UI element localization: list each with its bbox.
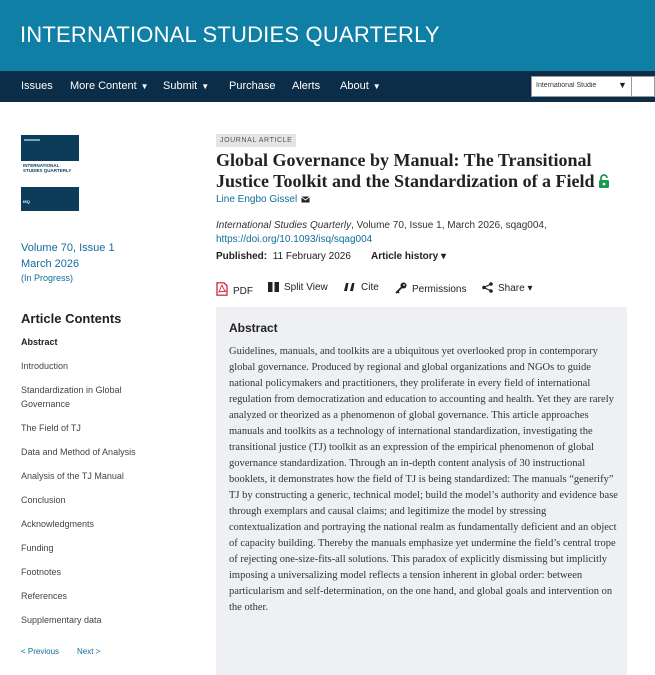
toc-item-conclusion[interactable]: Conclusion — [21, 495, 66, 505]
mail-icon[interactable] — [301, 196, 310, 203]
nav-submit[interactable]: Submit ▼ — [163, 80, 210, 92]
published-value: 11 February 2026 — [272, 251, 351, 262]
toc-item-references[interactable]: References — [21, 591, 68, 601]
next-article-link[interactable]: Next > — [77, 647, 101, 656]
open-access-lock-icon — [598, 174, 610, 188]
article-history-label: Article history — [371, 251, 439, 262]
toc-item-funding[interactable]: Funding — [21, 543, 54, 553]
nav-purchase[interactable]: Purchase — [229, 80, 276, 92]
article-history-toggle[interactable] — [371, 251, 446, 262]
chevron-down-icon: ▼ — [201, 82, 210, 91]
citation-line — [216, 218, 626, 234]
chevron-down-icon: ▾ — [441, 251, 447, 262]
dropdown-arrow-icon: ▼ — [618, 80, 627, 90]
toc-item-line: Standardization in Global — [21, 385, 122, 395]
toc-item-field-of-tj[interactable]: The Field of TJ — [21, 423, 81, 433]
nav-about[interactable]: About ▼ — [340, 80, 381, 92]
chevron-down-icon: ▾ — [527, 283, 533, 294]
share-button[interactable] — [482, 282, 533, 294]
pdf-label: PDF — [233, 286, 253, 297]
pdf-icon — [216, 282, 228, 296]
pdf-button[interactable] — [216, 282, 253, 297]
published-date — [216, 251, 351, 262]
toc-item-analysis[interactable]: Analysis of the TJ Manual — [21, 471, 124, 481]
toc-item-supplementary[interactable]: Supplementary data — [21, 615, 102, 625]
cover-top-rule — [24, 139, 40, 141]
journal-masthead — [0, 0, 655, 71]
doi-link[interactable]: https://doi.org/10.1093/isq/sqag004 — [216, 234, 373, 245]
toc-item-introduction[interactable]: Introduction — [21, 361, 69, 371]
chevron-down-icon: ▼ — [140, 82, 149, 91]
quote-icon — [343, 282, 356, 292]
split-view-icon — [268, 282, 279, 292]
issue-status: (In Progress) — [21, 273, 74, 283]
nav-issues[interactable]: Issues — [21, 80, 53, 92]
permissions-label: Permissions — [412, 284, 467, 295]
issue-volume: Volume 70, Issue 1 — [21, 242, 115, 254]
journal-select-value: International Studie — [536, 82, 597, 89]
split-view-button[interactable] — [268, 282, 328, 293]
toc-item-data-method[interactable]: Data and Method of Analysis — [21, 447, 136, 457]
nav-alerts[interactable]: Alerts — [292, 80, 321, 92]
abstract-text: Guidelines, manuals, and toolkits are a ubiquitous yet overlooked prop in contemporary global governance. Produced by regional and global organizations and NGOs to guide national policymakers and practitioners, they proliferate in every field of international regulation from democratization and education to accounting and health. Yet they are rarely analyzed or theorized as a phenomenon of global governance. This article approaches manuals and toolkits as a technology of international standardization, investigating the transitional justice (TJ) toolkit as an expression of the empirical phenomenon of global governance standardization. Through an in-depth content analysis of 30 instructional booklets, it demonstrates how the field of TJ is being standardized: The manuals “generify” TJ by constructing a generic, technical model; build the model’s authority and evidence base through exemplars and causal claims; and legitimize the model by stressing contextualization and portraying the national realm as fundamentally deficient and an object of capacity building. Thereby the manuals emphasize yet undermine the field’s central trope of rejecting one-size-fits-all solutions. This paradox of explicitly dismissing but implicitly imposing a universalizing model reflects a tension inherent in global order: between particularism and self-determination, on the one hand, and global goals and intervention on the other. — [229, 346, 618, 613]
previous-article-link[interactable]: < Previous — [21, 647, 60, 656]
journal-name: International Studies Quarterly — [216, 220, 352, 231]
cite-label: Cite — [361, 282, 379, 293]
author-name: Line Engbo Gissel — [216, 194, 298, 205]
toc-item-footnotes[interactable]: Footnotes — [21, 567, 62, 577]
cite-button[interactable] — [343, 282, 379, 293]
share-label: Share — [498, 283, 525, 294]
toc-item-abstract[interactable]: Abstract — [21, 337, 58, 347]
citation-details: , Volume 70, Issue 1, March 2026, sqag004, — [351, 220, 547, 231]
journal-title[interactable]: INTERNATIONAL STUDIES QUARTERLY — [20, 22, 440, 47]
toc-item-line: Governance — [21, 399, 71, 409]
cover-title: INTERNATIONAL STUDIES QUARTERLY — [23, 163, 72, 173]
article-title — [216, 150, 626, 192]
abstract-section — [216, 307, 627, 675]
issue-link[interactable] — [21, 240, 115, 272]
toc-item-acknowledgments[interactable]: Acknowledgments — [21, 519, 95, 529]
toc-item-standardization[interactable] — [21, 383, 122, 411]
author-link[interactable] — [216, 194, 310, 205]
issue-cover-image[interactable] — [21, 135, 79, 211]
select-divider — [631, 77, 632, 96]
key-icon — [395, 282, 407, 294]
chevron-down-icon: ▼ — [372, 82, 381, 91]
journal-search-scope-select[interactable] — [531, 76, 655, 97]
cover-logo: ISQ — [23, 199, 30, 204]
published-label: Published: — [216, 251, 268, 262]
nav-more-content[interactable]: More Content ▼ — [70, 80, 149, 92]
share-icon — [482, 282, 493, 293]
issue-date: March 2026 — [21, 258, 80, 270]
abstract-heading: Abstract — [229, 321, 278, 335]
article-type-badge: JOURNAL ARTICLE — [216, 134, 296, 147]
permissions-button[interactable] — [395, 282, 466, 295]
article-contents-heading: Article Contents — [21, 311, 122, 326]
article-title-text: Global Governance by Manual: The Transitional Justice Toolkit and the Standardization of a Field — [216, 150, 595, 191]
split-view-label: Split View — [284, 282, 328, 293]
